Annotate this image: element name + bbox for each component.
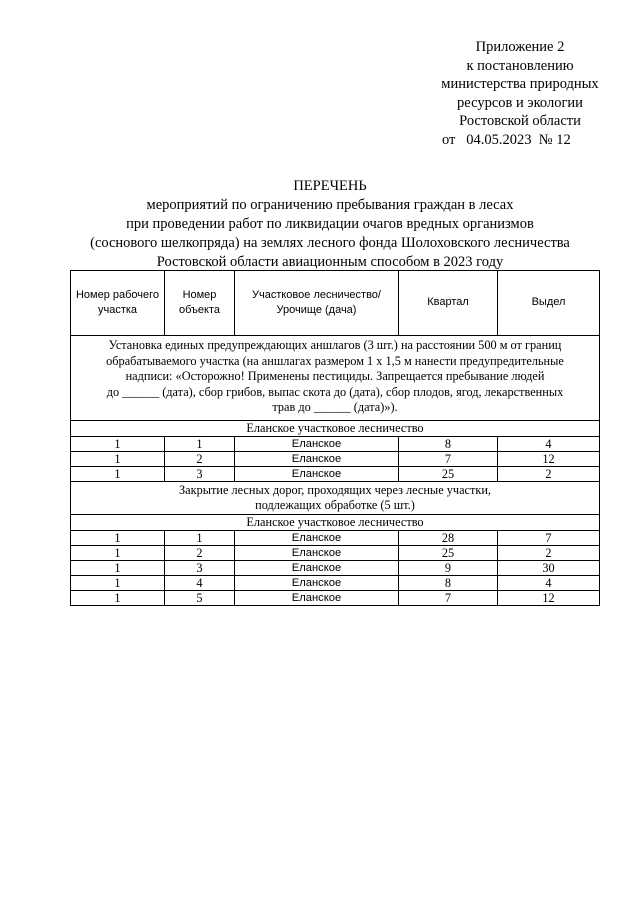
cell-quarter: 25	[399, 545, 498, 560]
cell-quarter: 25	[399, 466, 498, 481]
cell-work-plot-number: 1	[71, 590, 165, 605]
notice-line: Установка единых предупреждающих аншлагов (3 шт.) на расстоянии 500 м от границ	[108, 338, 562, 352]
cell-work-plot-number: 1	[71, 436, 165, 451]
section-title: Еланское участковое лесничество	[71, 514, 600, 530]
cell-forestry: Еланское	[235, 466, 399, 481]
cell-forestry: Еланское	[235, 545, 399, 560]
section-row	[71, 514, 600, 530]
cell-object-number: 4	[165, 575, 235, 590]
cell-object-number: 2	[165, 451, 235, 466]
notice-line: до ______ (дата), сбор грибов, выпас скота до (дата), сбор плодов, ягод, лекарственных	[106, 384, 564, 399]
notice-text	[71, 336, 600, 421]
cell-work-plot-number: 1	[71, 466, 165, 481]
section1-rows	[71, 436, 600, 481]
measures-table	[70, 270, 600, 606]
cell-quarter: 8	[399, 436, 498, 451]
appendix-line: ресурсов и экологии	[457, 94, 583, 111]
cell-forestry: Еланское	[235, 451, 399, 466]
table-row	[71, 590, 600, 605]
cell-object-number: 5	[165, 590, 235, 605]
cell-object-number: 2	[165, 545, 235, 560]
appendix-header	[430, 38, 610, 149]
table-row	[71, 545, 600, 560]
cell-quarter: 9	[399, 560, 498, 575]
notice-line: обрабатываемого участка (на аншлагах размером 1 х 1,5 м нанести предупредительные	[106, 353, 564, 368]
section2-rows	[71, 530, 600, 605]
cell-allotment: 12	[498, 590, 600, 605]
cell-quarter: 8	[399, 575, 498, 590]
cell-allotment: 2	[498, 545, 600, 560]
table-row	[71, 451, 600, 466]
table-header-row	[71, 271, 600, 336]
cell-allotment: 7	[498, 530, 600, 545]
cell-forestry: Еланское	[235, 530, 399, 545]
cell-forestry: Еланское	[235, 575, 399, 590]
notice-line: трав до ______ (дата)»).	[272, 400, 398, 414]
appendix-line: Приложение 2	[475, 39, 565, 55]
cell-work-plot-number: 1	[71, 545, 165, 560]
cell-allotment: 30	[498, 560, 600, 575]
cell-work-plot-number: 1	[71, 530, 165, 545]
closed-roads-text	[71, 481, 600, 514]
cell-quarter: 28	[399, 530, 498, 545]
cell-forestry: Еланское	[235, 590, 399, 605]
cell-object-number: 1	[165, 436, 235, 451]
table-row	[71, 466, 600, 481]
title-subtitle-line: Ростовской области авиационным способом в 2023 году	[156, 254, 504, 270]
cell-forestry: Еланское	[235, 560, 399, 575]
cell-forestry: Еланское	[235, 436, 399, 451]
cell-work-plot-number: 1	[71, 560, 165, 575]
cell-work-plot-number: 1	[71, 575, 165, 590]
cell-allotment: 4	[498, 436, 600, 451]
appendix-line: Ростовской области	[459, 113, 581, 129]
document-title	[40, 177, 620, 272]
header-allotment: Выдел	[498, 271, 600, 336]
cell-allotment: 4	[498, 575, 600, 590]
table-row	[71, 530, 600, 545]
title-subtitle-line: при проведении работ по ликвидации очагов вредных организмов	[126, 216, 534, 232]
notice-row	[71, 336, 600, 421]
notice-line: надписи: «Осторожно! Применены пестициды. Запрещается пребывание людей	[125, 369, 545, 383]
header-forestry: Участковое лесничество/ Урочище (дача)	[235, 271, 399, 336]
cell-allotment: 12	[498, 451, 600, 466]
cell-object-number: 1	[165, 530, 235, 545]
closed-roads-line: подлежащих обработке (5 шт.)	[255, 497, 415, 512]
cell-quarter: 7	[399, 590, 498, 605]
appendix-line: к постановлению	[466, 57, 574, 74]
closed-roads-line: Закрытие лесных дорог, проходящих через лесные участки,	[179, 482, 491, 497]
cell-quarter: 7	[399, 451, 498, 466]
section-title: Еланское участковое лесничество	[71, 420, 600, 436]
cell-work-plot-number: 1	[71, 451, 165, 466]
table-row	[71, 560, 600, 575]
title-subtitle-line: (соснового шелкопряда) на землях лесного фонда Шолоховского лесничества	[90, 235, 570, 251]
cell-object-number: 3	[165, 560, 235, 575]
appendix-line: министерства природных	[441, 76, 599, 92]
header-quarter: Квартал	[399, 271, 498, 336]
cell-allotment: 2	[498, 466, 600, 481]
title-subtitle-line: мероприятий по ограничению пребывания граждан в лесах	[146, 197, 514, 213]
header-work-plot-number: Номер рабочего участка	[71, 271, 165, 336]
appendix-date-number: от 04.05.2023 № 12	[442, 131, 571, 148]
closed-roads-row	[71, 481, 600, 514]
table-row	[71, 575, 600, 590]
section-row	[71, 420, 600, 436]
table-row	[71, 436, 600, 451]
title-heading: ПЕРЕЧЕНЬ	[293, 178, 367, 194]
header-object-number: Номер объекта	[165, 271, 235, 336]
cell-object-number: 3	[165, 466, 235, 481]
